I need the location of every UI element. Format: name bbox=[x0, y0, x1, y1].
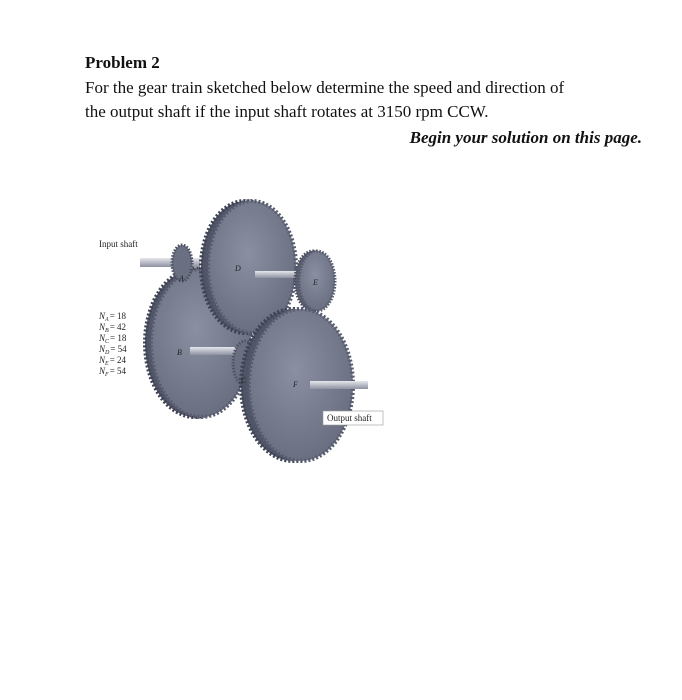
gear-label-d: D bbox=[235, 264, 241, 273]
gear-label-e: E bbox=[313, 278, 318, 287]
input-shaft-label: Input shaft bbox=[99, 239, 138, 249]
tooth-count-d: $N_D= 54$ bbox=[99, 344, 127, 356]
problem-statement-line-1: For the gear train sketched below determine the speed and direction of bbox=[85, 78, 565, 97]
gear-label-a: A bbox=[179, 274, 184, 283]
gear-label-f: F bbox=[293, 380, 298, 389]
tooth-count-f: $N_F= 54$ bbox=[99, 366, 127, 378]
gear-train-figure bbox=[85, 185, 405, 475]
problem-heading: Problem 2 bbox=[85, 53, 160, 72]
tooth-count-b: $N_B= 42$ bbox=[99, 322, 127, 334]
problem-statement-line-2: the output shaft if the input shaft rotates at 3150 rpm CCW. bbox=[85, 102, 489, 121]
gear-label-c: C bbox=[241, 376, 247, 385]
output-shaft-label: Output shaft bbox=[327, 413, 372, 423]
solution-instruction: Begin your solution on this page. bbox=[409, 128, 642, 147]
tooth-count-list bbox=[98, 311, 127, 378]
tooth-count-c: $N_C= 18$ bbox=[99, 333, 127, 345]
gear-train-diagram bbox=[85, 185, 405, 475]
output-shaft bbox=[310, 381, 368, 389]
output-shaft-callout bbox=[323, 411, 383, 425]
tooth-count-a: $N_A= 18$ bbox=[99, 311, 127, 323]
gear-label-b: B bbox=[177, 348, 182, 357]
tooth-count-e: $N_E= 24$ bbox=[99, 355, 127, 367]
